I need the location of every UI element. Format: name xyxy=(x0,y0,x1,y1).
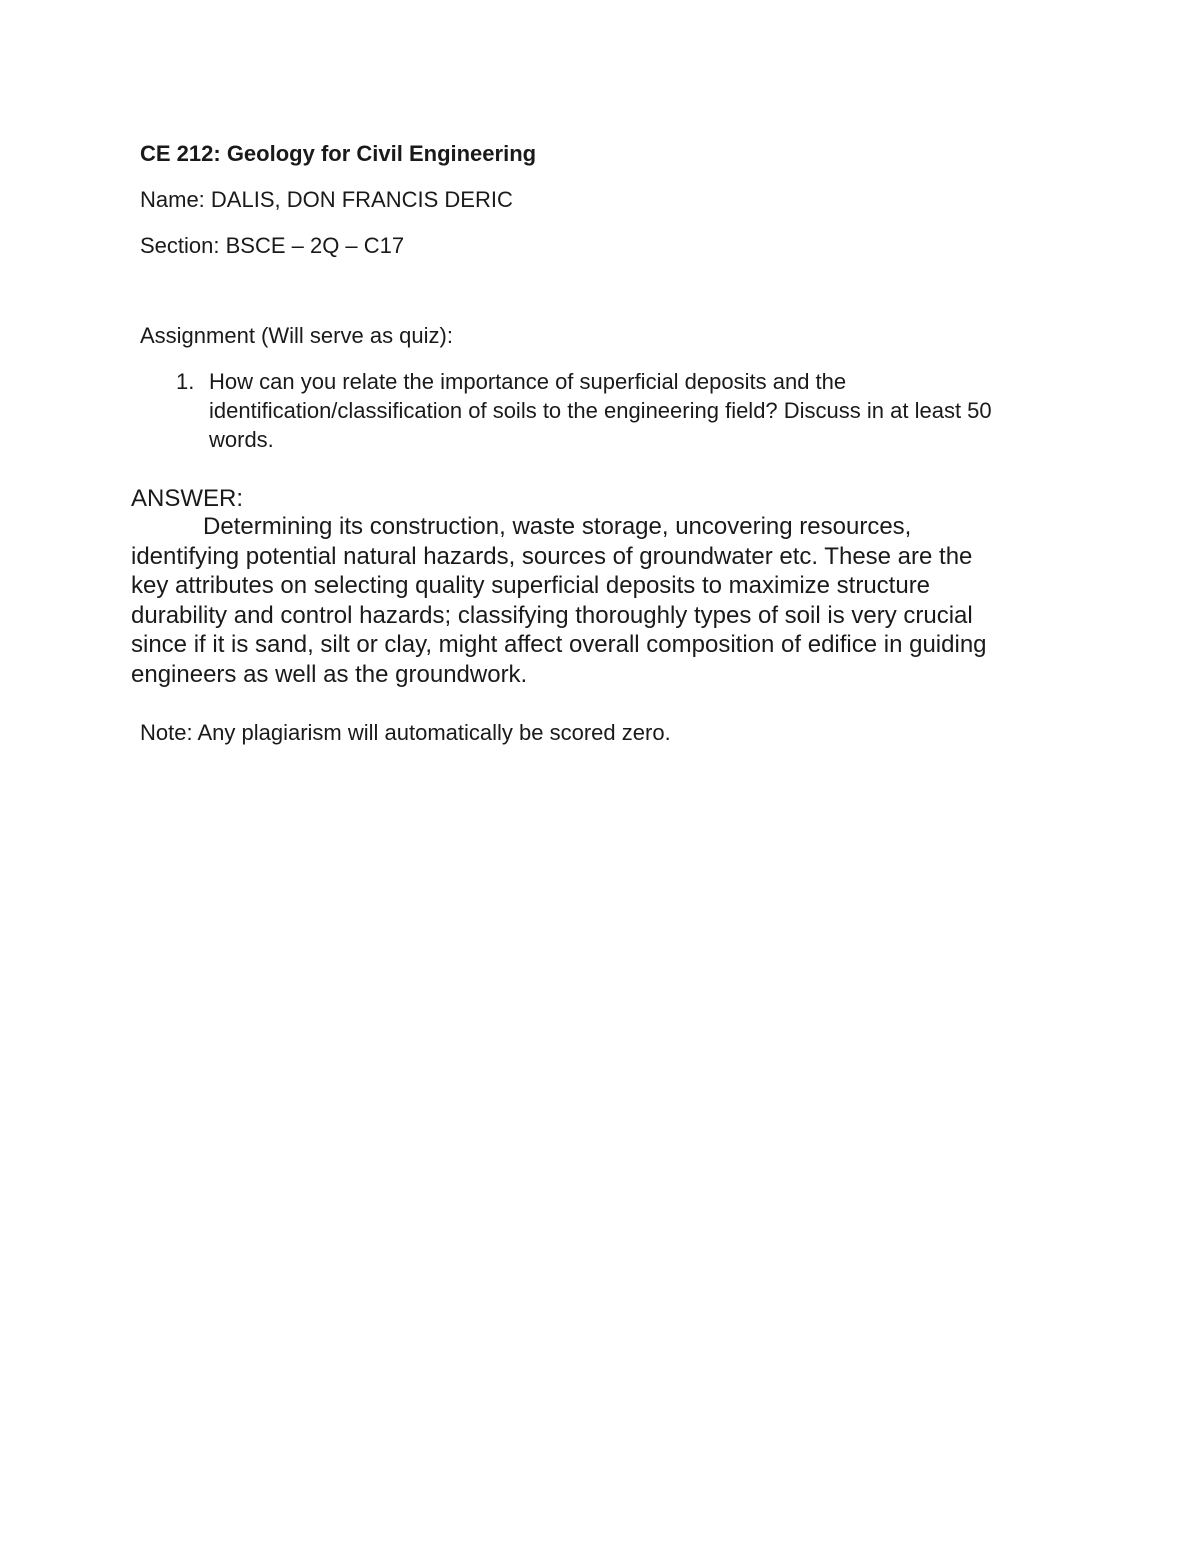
question-line: words. xyxy=(209,427,274,452)
answer-line: key attributes on selecting quality superficial deposits to maximize structure xyxy=(131,572,931,599)
question-number: 1. xyxy=(176,369,195,394)
course-title: CE 212: Geology for Civil Engineering xyxy=(140,141,537,166)
plagiarism-note: Note: Any plagiarism will automatically be scored zero. xyxy=(140,720,671,745)
student-name: Name: DALIS, DON FRANCIS DERIC xyxy=(140,187,513,212)
assignment-heading: Assignment (Will serve as quiz): xyxy=(140,323,453,348)
question-item xyxy=(176,367,1076,454)
question-text xyxy=(209,367,1076,454)
question-line: How can you relate the importance of superficial deposits and the xyxy=(209,369,847,394)
answer-heading: ANSWER: xyxy=(131,485,244,512)
question-line: identification/classification of soils to the engineering field? Discuss in at least 50 xyxy=(209,398,992,423)
answer-line: Determining its construction, waste storage, uncovering resources, xyxy=(203,513,912,540)
student-section: Section: BSCE – 2Q – C17 xyxy=(140,233,405,258)
answer-line: since if it is sand, silt or clay, might affect overall composition of edifice in guiding xyxy=(131,631,987,658)
answer-line: identifying potential natural hazards, sources of groundwater etc. These are the xyxy=(131,542,973,570)
answer-line: durability and control hazards; classifying thoroughly types of soil is very crucial xyxy=(131,601,973,629)
answer-paragraph xyxy=(131,512,1066,689)
answer-line: engineers as well as the groundwork. xyxy=(131,660,528,688)
